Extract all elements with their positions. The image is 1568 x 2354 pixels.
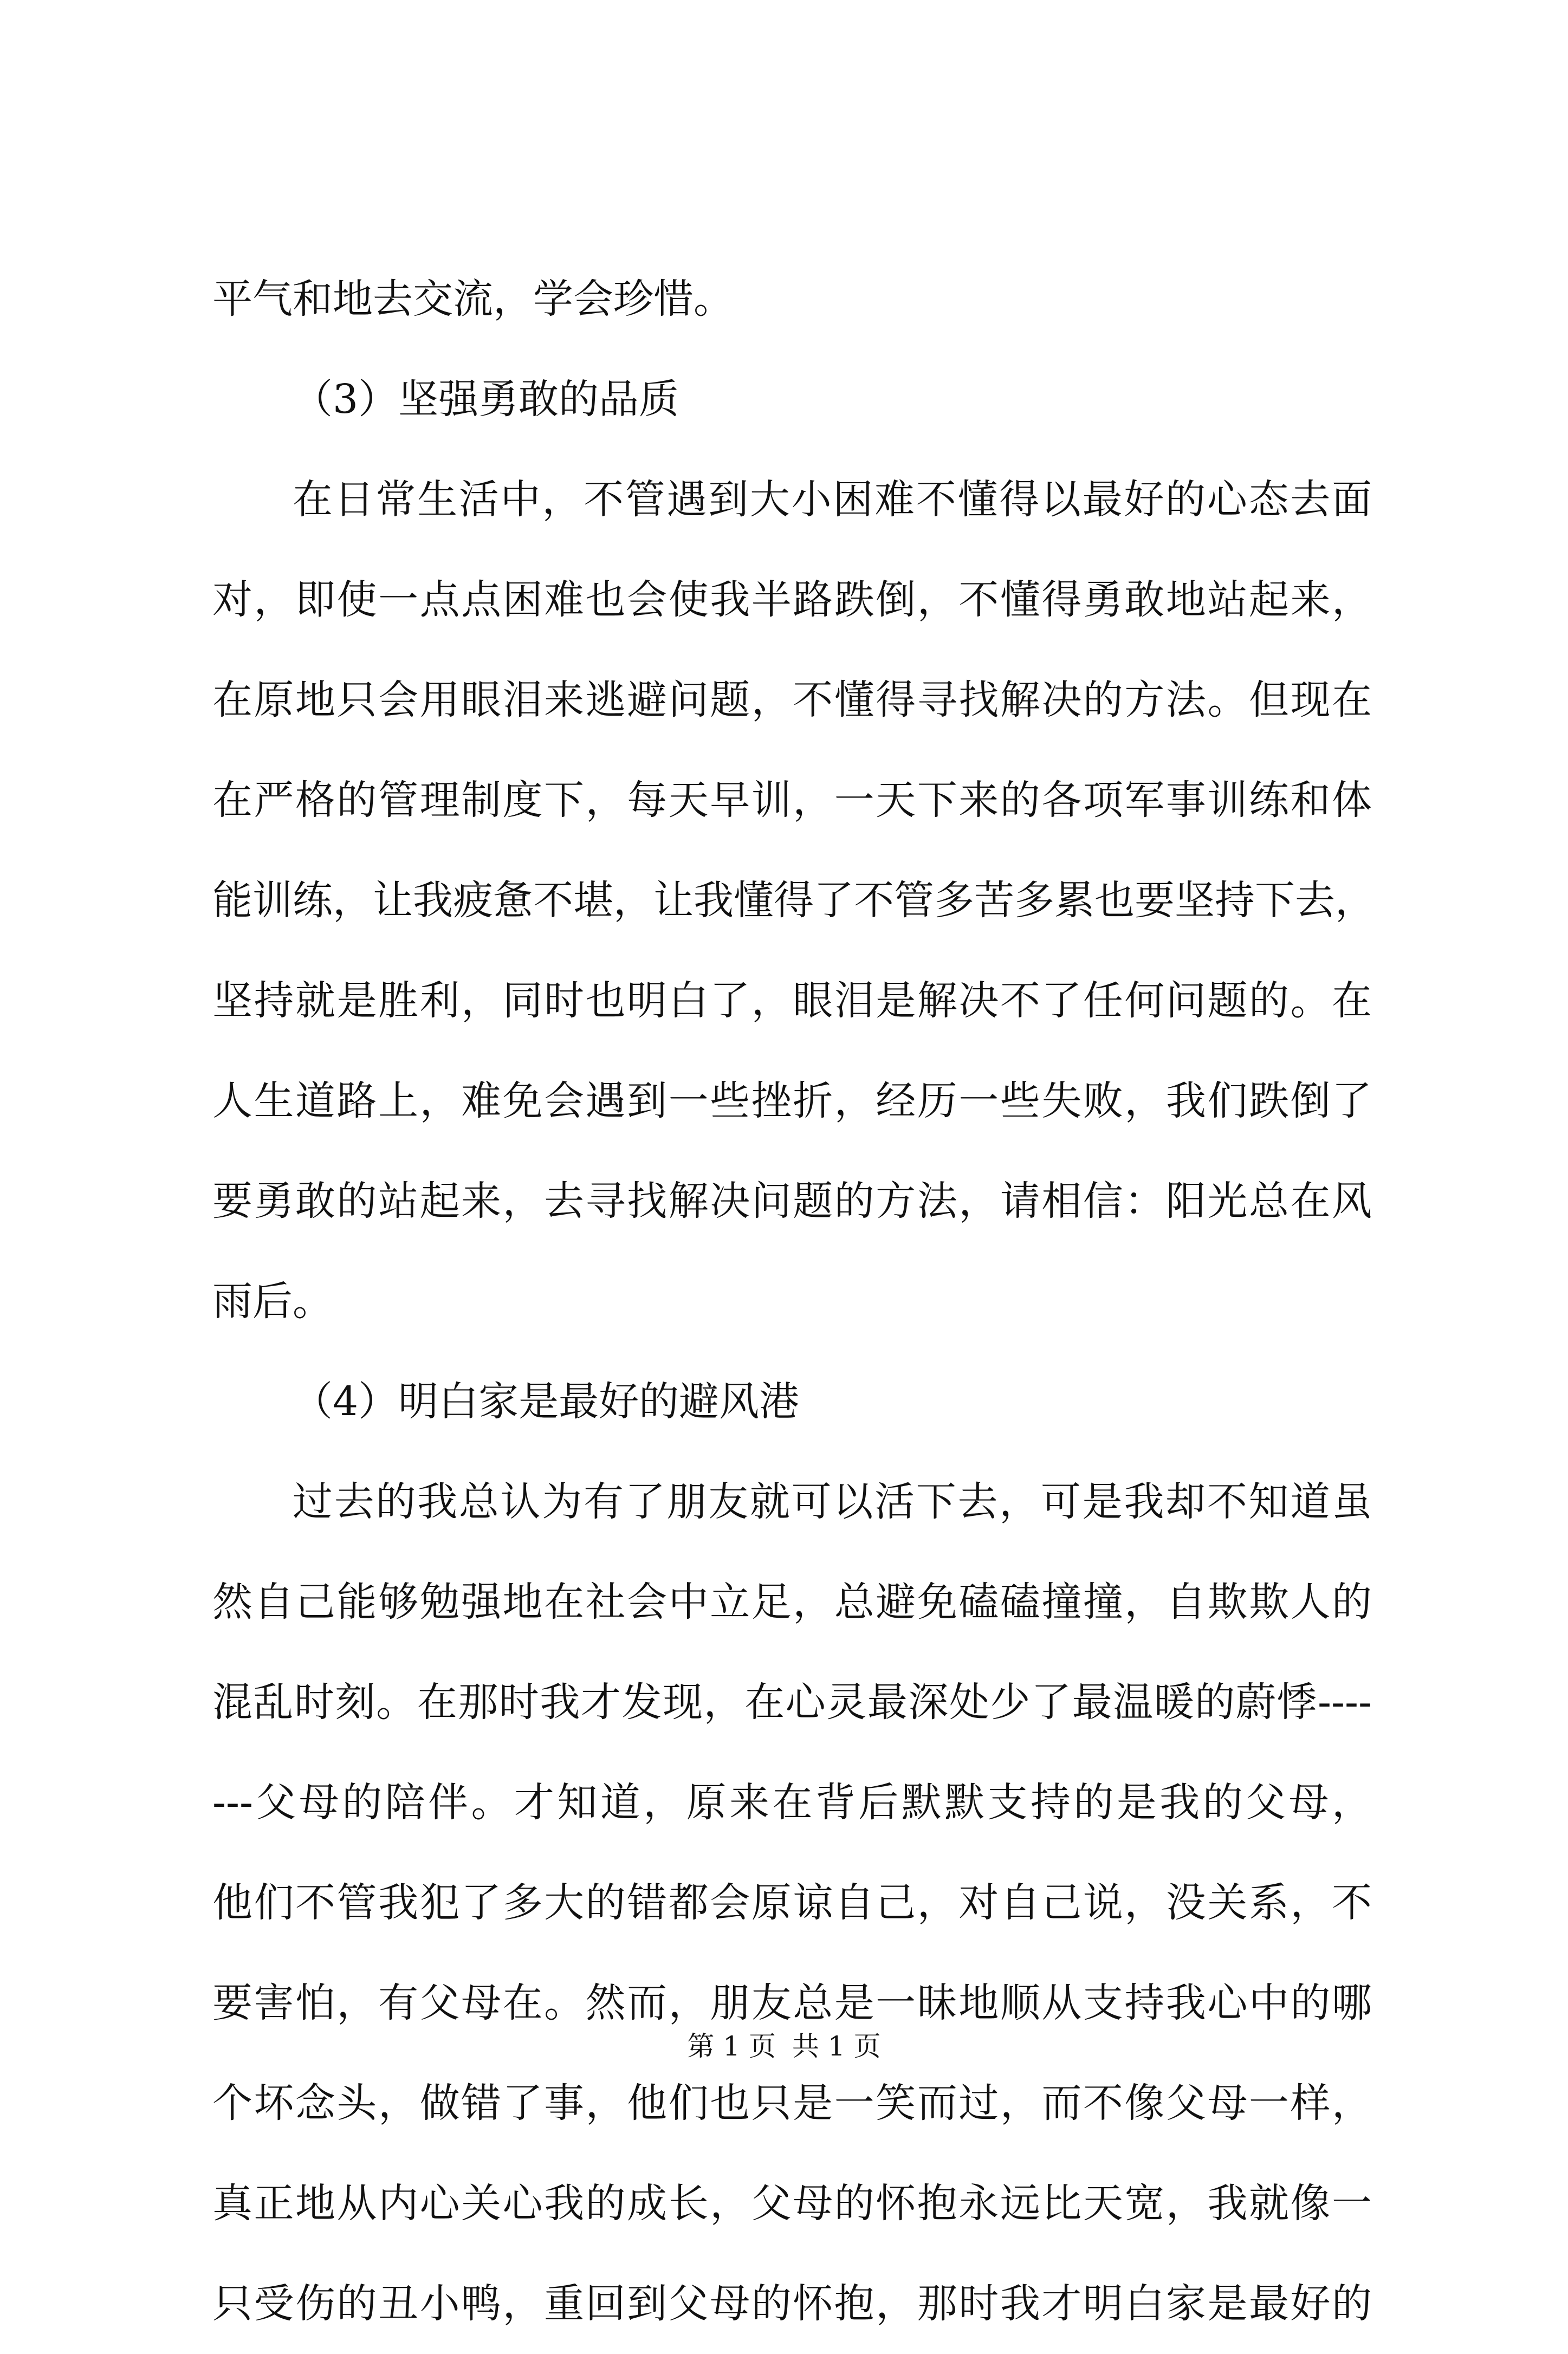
paragraph-line: 人生道路上，难免会遇到一些挫折，经历一些失败，我们跌倒了 — [212, 1078, 1372, 1124]
paragraph-line: 雨后。 — [212, 1278, 333, 1325]
paragraph-line: 只受伤的丑小鸭，重回到父母的怀抱，那时我才明白家是最好的 — [212, 2280, 1372, 2327]
page-footer — [0, 2027, 1568, 2065]
paragraph-line: 在原地只会用眼泪来逃避问题，不懂得寻找解决的方法。但现在 — [212, 677, 1372, 723]
paragraph-line: 在日常生活中，不管遇到大小困难不懂得以最好的心态去面 — [293, 476, 1372, 523]
paragraph-line: 对，即使一点点困难也会使我半路跌倒，不懂得勇敢地站起来， — [212, 576, 1372, 623]
paragraph-line: 能训练，让我疲惫不堪，让我懂得了不管多苦多累也要坚持下去， — [212, 877, 1375, 924]
paragraph-line: 然自己能够勉强地在社会中立足，总避免磕磕撞撞，自欺欺人的 — [212, 1579, 1372, 1625]
section-heading-4: （4）明白家是最好的避风港 — [293, 1378, 800, 1425]
page-total: 共 1 页 — [792, 2031, 881, 2062]
page-number: 第 1 页 — [687, 2031, 776, 2062]
paragraph-line: 坚持就是胜利，同时也明白了，眼泪是解决不了任何问题的。在 — [212, 977, 1372, 1024]
paragraph-line: 在严格的管理制度下，每天早训，一天下来的各项军事训练和体 — [212, 777, 1372, 823]
paragraph-line: 平气和地去交流，学会珍惜。 — [212, 276, 734, 322]
paragraph-line: 他们不管我犯了多大的错都会原谅自己，对自己说，没关系，不 — [212, 1879, 1372, 1926]
paragraph-line: 个坏念头，做错了事，他们也只是一笑而过，而不像父母一样， — [212, 2080, 1372, 2126]
paragraph-line: 要害怕，有父母在。然而，朋友总是一昧地顺从支持我心中的哪 — [212, 1980, 1372, 2026]
paragraph-line: 过去的我总认为有了朋友就可以活下去，可是我却不知道虽 — [293, 1478, 1372, 1525]
section-heading-3: （3）坚强勇敢的品质 — [293, 376, 679, 423]
paragraph-line: 要勇敢的站起来，去寻找解决问题的方法，请相信：阳光总在风 — [212, 1178, 1372, 1224]
paragraph-line: 混乱时刻。在那时我才发现，在心灵最深处少了最温暖的蔚悸---- — [212, 1679, 1372, 1726]
paragraph-line: 真正地从内心关心我的成长，父母的怀抱永远比天宽，我就像一 — [212, 2180, 1372, 2227]
paragraph-line: ---父母的陪伴。才知道，原来在背后默默支持的是我的父母， — [212, 1779, 1372, 1826]
